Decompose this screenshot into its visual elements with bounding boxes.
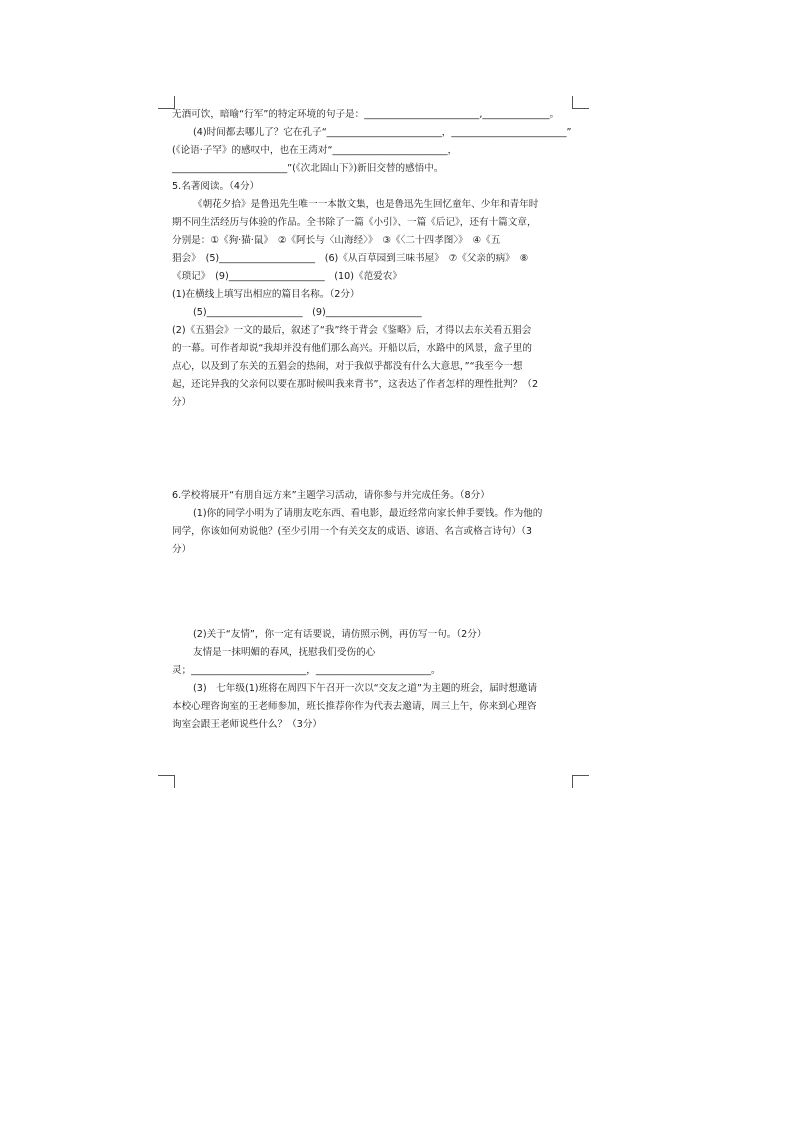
text-line: 的一幕。可作者却说“我却并没有他们那么高兴。开船以后，水路中的风景，盒子里的 (172, 343, 532, 354)
section-heading: 6.学校将展开“有朋自远方来”主题学习活动，请你参与并完成任务。（8分） (172, 490, 490, 501)
text-line: 期不同生活经历与体验的作品。全书除了一篇《小引》、一篇《后记》，还有十篇文章， (172, 217, 537, 228)
text-line: (《论语·子罕》的感叹中，也在王湾对“________________________， (172, 145, 458, 156)
text-line: (1)你的同学小明为了请朋友吃东西、看电影，最近经常向家长伸手要钱。作为他的 (193, 508, 543, 519)
text-line: 《琐记》 (9)____________________ (10)《范爱农》 (172, 271, 402, 282)
text-line: 分别是：①《狗·猫·鼠》 ②《阿长与〈山海经〉》 ③《〈二十四孝图〉》 ④《五 (172, 235, 501, 246)
text-line: (2)关于“友情”，你一定有话要说，请仿照示例，再仿写一句。（2分） (193, 629, 487, 640)
text-line: 同学，你该如何劝说他？(至少引用一个有关交友的成语、谚语、名言或格言诗句）（3 (172, 526, 533, 537)
text-line: 《朝花夕拾》是鲁迅先生唯一一本散文集，也是鲁迅先生回忆童年、少年和青年时 (193, 199, 539, 210)
text-line: 友情是一抹明媚的春风，抚慰我们受伤的心 (193, 647, 376, 658)
text-line: 分） (172, 397, 192, 408)
text-line: 猖会》 (5)____________________ (6)《从百草园到三味书屋》 ⑦《父亲的病》 ⑧ (172, 253, 529, 264)
text-line: (5)____________________ (9)____________________ (193, 307, 422, 318)
text-line: 灵；________________________，________________________。 (172, 665, 441, 676)
text-line: 本校心理咨询室的王老师参加，班长推荐你作为代表去邀请，周三上午，你来到心理咨 (172, 701, 537, 712)
text-line: 询室会跟王老师说些什么？（3分） (172, 719, 323, 730)
text-line: 无酒可饮，暗喻“行军”的特定环境的句子是：________________________,______________。 (172, 109, 560, 120)
corner-mark-bottom-left (158, 775, 175, 788)
text-line: 点心，以及到了东关的五猖会的热闹，对于我似乎都没有什么大意思，”“我至今一想 (172, 361, 523, 372)
corner-mark-bottom-right (572, 775, 589, 788)
corner-mark-top-right (572, 96, 589, 109)
section-heading: 5.名著阅读。（4分） (172, 181, 260, 192)
text-line: ________________________”(《次北固山下》)新旧交替的感悟中。 (172, 163, 444, 174)
text-line: (2)《五猖会》一文的最后，叙述了“我”终于背会《鉴略》后，才得以去东关看五猖会 (172, 325, 532, 336)
text-line: (4)时间都去哪儿了？它在孔子“________________________，________________________” (193, 127, 572, 138)
text-line: (1)在横线上填写出相应的篇目名称。（2分） (172, 289, 360, 300)
text-line: (3) 七年级(1)班将在周四下午召开一次以“交友之道”为主题的班会，届时想邀请 (193, 683, 538, 694)
text-line: 分） (172, 544, 192, 555)
text-line: 起，还诧异我的父亲何以要在那时候叫我来背书”，这表达了作者怎样的理性批判？（2 (172, 379, 539, 390)
